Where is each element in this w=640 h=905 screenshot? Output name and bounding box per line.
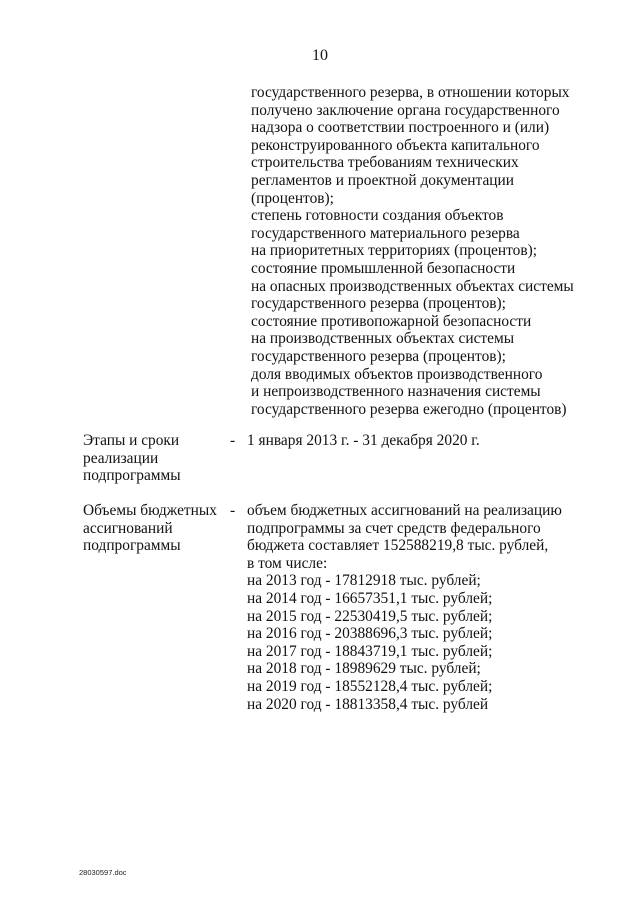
document-filename: 28030597.doc	[79, 868, 127, 877]
stages-value: 1 января 2013 г. - 31 декабря 2020 г.	[247, 432, 480, 449]
page-number: 10	[312, 47, 328, 64]
budget-value: объем бюджетных ассигнований на реализацию подпрограммы за счет средств федерального бюджета составляет 152588219,8 тыс. рублей, в том числе: на 2013 год - 17812918 тыс. рублей; на 2014 год - 16657351,1 тыс. рублей; на 2015 год - 22530419,5 тыс. рублей; на 2016 год - 20388696,3 тыс. рублей; на 2017 год - 18843719,1 тыс. рублей; на 2018 год - 18989629 тыс. рублей; на 2019 год - 18552128,4 тыс. рублей; на 2020 год - 18813358,4 тыс. рублей	[247, 502, 562, 713]
budget-dash: -	[230, 502, 236, 519]
stages-label: Этапы и сроки реализации подпрограммы	[83, 432, 181, 485]
stages-dash: -	[230, 432, 236, 449]
budget-label: Объемы бюджетных ассигнований подпрограммы	[83, 502, 217, 555]
indicators-continuation-text: государственного резерва, в отношении которых получено заключение органа государственного надзора о соответствии построенного и (или) реконструированного объекта капитального строительства требованиям технических регламентов и проектной документации (процентов); степень готовности создания объектов государственного материального резерва на приоритетных территориях (процентов); состояние промышленной безопасности на опасных производственных объектах системы государственного резерва (процентов); состояние противопожарной безопасности на производственных объектах системы государственного резерва (процентов); доля вводимых объектов производственного и непроизводственного назначения системы государственного резерва ежегодно (процентов)	[251, 84, 574, 418]
